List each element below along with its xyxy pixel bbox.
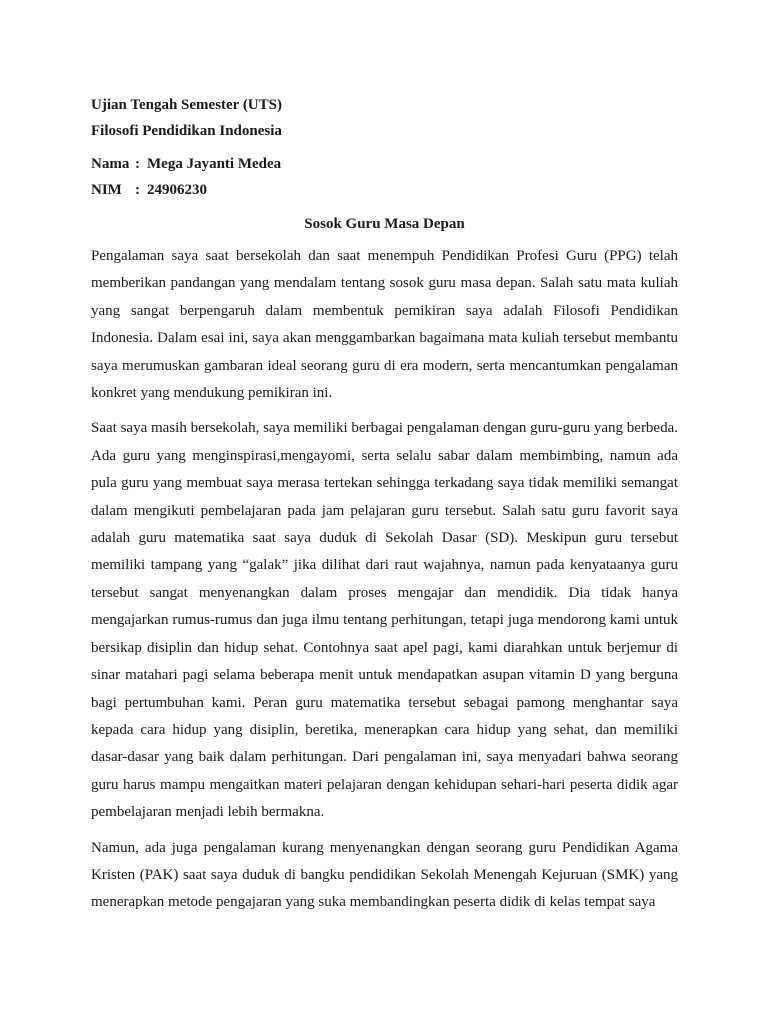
exam-header	[91, 92, 678, 144]
name-value: Mega Jayanti Medea	[147, 156, 282, 172]
essay-title: Sosok Guru Masa Depan	[304, 216, 465, 232]
nim-label: NIM	[91, 182, 122, 198]
student-identity	[91, 151, 678, 203]
name-label: Nama	[91, 156, 130, 172]
exam-title: Ujian Tengah Semester (UTS)	[91, 97, 282, 113]
nim-row	[91, 177, 678, 203]
course-name: Filosofi Pendidikan Indonesia	[91, 123, 282, 139]
nim-value: 24906230	[147, 182, 207, 198]
nim-separator: :	[135, 182, 140, 198]
essay-paragraph-2: Saat saya masih bersekolah, saya memiliki berbagai pengalaman dengan guru-guru yang berbeda. Ada guru yang menginspirasi,mengayomi, serta selalu sabar dalam membimbing, namun ada pula guru yang membuat saya merasa tertekan sehingga terkadang saya tidak memiliki semangat dalam mengikuti pembelajaran pada jam pelajaran guru tersebut. Salah satu guru favorit saya adalah guru matematika saat saya duduk di Sekolah Dasar (SD). Meskipun guru tersebut memiliki tampang yang “galak” jika dilihat dari raut wajahnya, namun pada kenyataanya guru tersebut sangat menyenangkan dalam proses mengajar dan mendidik. Dia tidak hanya mengajarkan rumus-rumus dan juga ilmu tentang perhitungan, tetapi juga mendorong kami untuk bersikap disiplin dan hidup sehat. Contohnya saat apel pagi, kami diarahkan untuk berjemur di sinar matahari pagi selama beberapa menit untuk mendapatkan asupan vitamin D yang berguna bagi pertumbuhan kami. Peran guru matematika tersebut sebagai pamong menghantar saya kepada cara hidup yang disiplin, beretika, menerapkan cara hidup yang sehat, dan memiliki dasar-dasar yang baik dalam perhitungan. Dari pengalaman ini, saya menyadari bahwa seorang guru harus mampu mengaitkan materi pelajaran dengan kehidupan sehari-hari peserta didik agar pembelajaran menjadi lebih bermakna.	[91, 420, 678, 821]
essay-paragraph-3: Namun, ada juga pengalaman kurang menyenangkan dengan seorang guru Pendidikan Agama Kristen (PAK) saat saya duduk di bangku pendidikan Sekolah Menengah Kejuruan (SMK) yang menerapkan metode pengajaran yang suka membandingkan peserta didik di kelas tempat saya	[91, 839, 678, 911]
name-row	[91, 151, 678, 177]
essay-paragraph-1: Pengalaman saya saat bersekolah dan saat menempuh Pendidikan Profesi Guru (PPG) telah memberikan pandangan yang mendalam tentang sosok guru masa depan. Salah satu mata kuliah yang sangat berpengaruh dalam membentuk pemikiran saya adalah Filosofi Pendidikan Indonesia. Dalam esai ini, saya akan menggambarkan bagaimana mata kuliah tersebut membantu saya merumuskan gambaran ideal seorang guru di era modern, serta mencantumkan pengalaman konkret yang mendukung pemikiran ini.	[91, 248, 678, 402]
name-separator: :	[135, 156, 140, 172]
document-page	[91, 92, 678, 925]
